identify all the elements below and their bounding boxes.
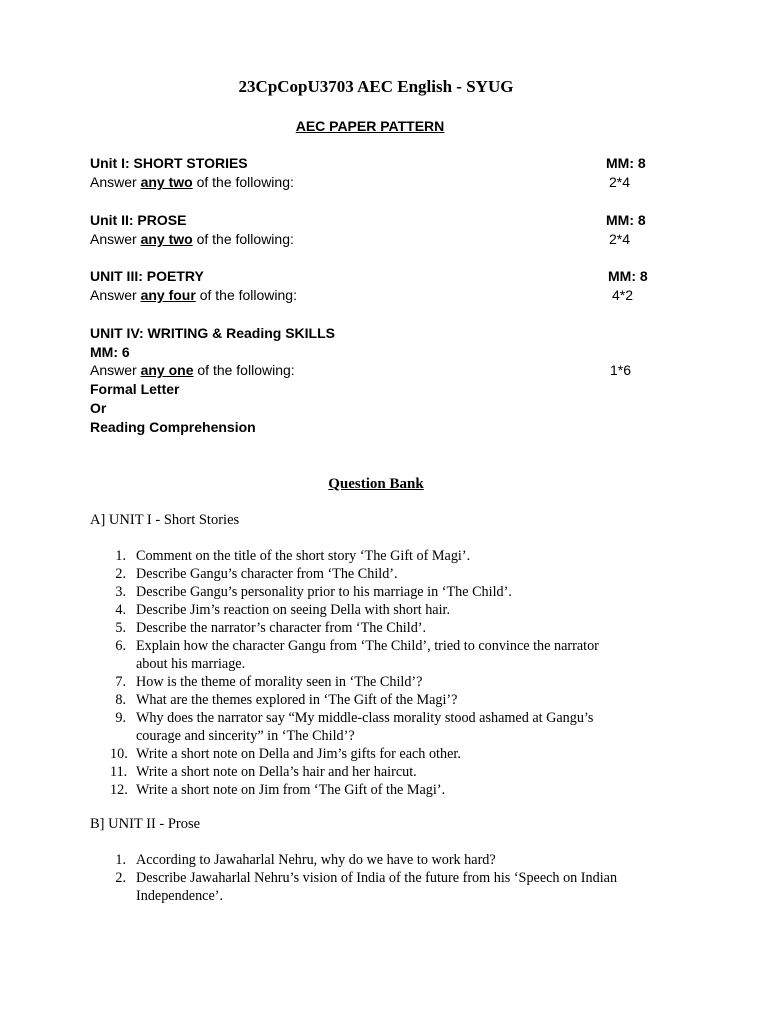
section-a-question-6 bbox=[110, 637, 630, 673]
question-number: 8. bbox=[115, 692, 126, 708]
section-b-question-1 bbox=[110, 851, 630, 869]
unit-3-heading: UNIT III: POETRY bbox=[90, 268, 204, 284]
question-number: 6. bbox=[115, 638, 126, 654]
section-a-heading: A] UNIT I - Short Stories bbox=[90, 512, 240, 528]
unit-2-heading: Unit II: PROSE bbox=[90, 212, 187, 228]
section-a-question-9 bbox=[110, 709, 630, 745]
question-number: 9. bbox=[115, 710, 126, 726]
section-a-question-11 bbox=[110, 763, 630, 781]
unit-4-instruction: Answer any one of the following: bbox=[90, 362, 295, 378]
question-text: Describe Gangu’s character from ‘The Child’. bbox=[136, 566, 398, 582]
question-text: Write a short note on Della’s hair and her haircut. bbox=[136, 764, 417, 780]
question-number: 12. bbox=[110, 782, 128, 798]
section-a-question-12 bbox=[110, 781, 630, 799]
question-bank-title: Question Bank bbox=[328, 476, 424, 492]
section-a-question-8 bbox=[110, 691, 630, 709]
unit-3-max-marks: MM: 8 bbox=[608, 268, 648, 284]
unit-1-max-marks: MM: 8 bbox=[606, 155, 646, 171]
unit-1-instruction: Answer any two of the following: bbox=[90, 174, 294, 190]
unit-1-heading: Unit I: SHORT STORIES bbox=[90, 155, 248, 171]
unit-4-max-marks: MM: 6 bbox=[90, 344, 130, 360]
question-text: How is the theme of morality seen in ‘The Child’? bbox=[136, 674, 423, 690]
question-number: 1. bbox=[115, 548, 126, 564]
question-text: Describe Jawaharlal Nehru’s vision of India of the future from his ‘Speech on Indian Independence’. bbox=[136, 870, 618, 904]
section-a-question-3 bbox=[110, 583, 630, 601]
section-a-question-7 bbox=[110, 673, 630, 691]
section-a-question-4 bbox=[110, 601, 630, 619]
question-text: Why does the narrator say “My middle-class morality stood ashamed at Gangu’s courage and sincerity” in ‘The Child’? bbox=[136, 710, 594, 744]
section-a-question-10 bbox=[110, 745, 630, 763]
question-number: 1. bbox=[115, 852, 126, 868]
unit-1-marks-breakdown: 2*4 bbox=[609, 174, 631, 190]
unit-4-option-formal-letter: Formal Letter bbox=[90, 381, 180, 397]
question-number: 10. bbox=[110, 746, 128, 762]
unit-4-option-or: Or bbox=[90, 400, 107, 416]
question-text: Comment on the title of the short story ‘The Gift of Magi’. bbox=[136, 548, 471, 564]
question-number: 2. bbox=[115, 566, 126, 582]
section-b-heading: B] UNIT II - Prose bbox=[90, 816, 201, 832]
unit-2-instruction: Answer any two of the following: bbox=[90, 231, 294, 247]
question-number: 11. bbox=[110, 764, 128, 780]
unit-3-instruction: Answer any four of the following: bbox=[90, 287, 297, 303]
document-title: 23CpCopU3703 AEC English - SYUG bbox=[238, 77, 514, 96]
unit-2-marks-breakdown: 2*4 bbox=[609, 231, 631, 247]
question-number: 2. bbox=[115, 870, 126, 886]
section-a-question-5 bbox=[110, 619, 630, 637]
section-b-question-list bbox=[110, 851, 630, 905]
unit-4-marks-breakdown: 1*6 bbox=[610, 362, 632, 378]
question-text: Explain how the character Gangu from ‘The Child’, tried to convince the narrator about his marriage. bbox=[136, 638, 599, 672]
question-text: According to Jawaharlal Nehru, why do we have to work hard? bbox=[136, 852, 496, 868]
section-a-question-list bbox=[110, 547, 630, 799]
section-a-question-2 bbox=[110, 565, 630, 583]
unit-4-heading: UNIT IV: WRITING & Reading SKILLS bbox=[90, 325, 335, 341]
question-text: Write a short note on Jim from ‘The Gift of the Magi’. bbox=[136, 782, 446, 798]
question-number: 3. bbox=[115, 584, 126, 600]
question-number: 5. bbox=[115, 620, 126, 636]
question-text: What are the themes explored in ‘The Gift of the Magi’? bbox=[136, 692, 458, 708]
section-b-question-2 bbox=[110, 869, 630, 905]
unit-2-max-marks: MM: 8 bbox=[606, 212, 646, 228]
question-text: Write a short note on Della and Jim’s gifts for each other. bbox=[136, 746, 461, 762]
paper-pattern-title: AEC PAPER PATTERN bbox=[295, 118, 445, 134]
question-number: 4. bbox=[115, 602, 126, 618]
unit-4-option-reading-comprehension: Reading Comprehension bbox=[90, 419, 256, 435]
question-text: Describe Gangu’s personality prior to his marriage in ‘The Child’. bbox=[136, 584, 512, 600]
question-number: 7. bbox=[115, 674, 126, 690]
question-text: Describe Jim’s reaction on seeing Della with short hair. bbox=[136, 602, 451, 618]
section-a-question-1 bbox=[110, 547, 630, 565]
question-text: Describe the narrator’s character from ‘The Child’. bbox=[136, 620, 427, 636]
unit-3-marks-breakdown: 4*2 bbox=[612, 287, 634, 303]
